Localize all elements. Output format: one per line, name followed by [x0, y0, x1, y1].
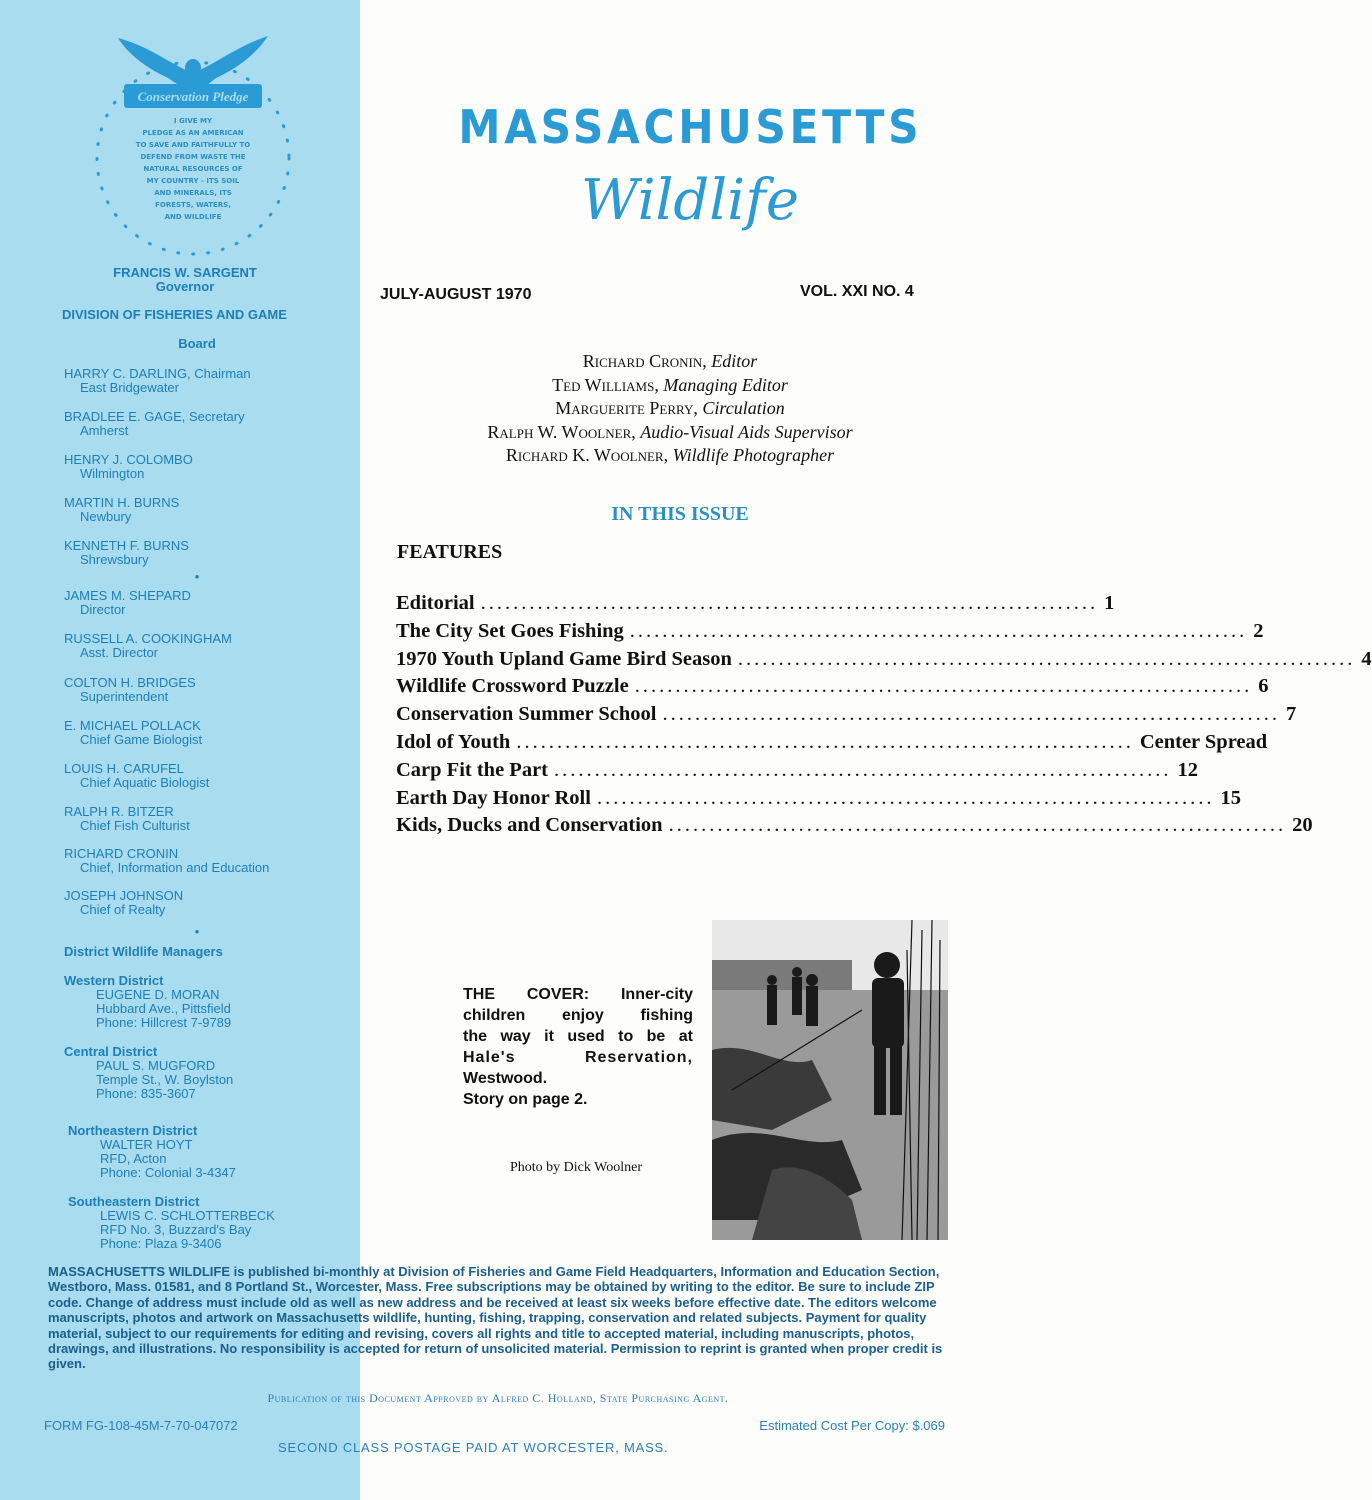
district-manager: PAUL S. MUGFORD [96, 1058, 216, 1073]
toc-entry[interactable] [396, 786, 1241, 815]
member-detail: Asst. Director [80, 645, 159, 660]
issue-date: JULY-AUGUST 1970 [380, 286, 532, 303]
member-detail: Chief Aquatic Biologist [80, 775, 210, 790]
staff-role: Circulation [702, 398, 785, 418]
postage-line: SECOND CLASS POSTAGE PAID AT WORCESTER, MASS. [278, 1440, 669, 1455]
staff-name: Richard K. Woolner [505, 445, 664, 465]
member-name: E. MICHAEL POLLACK [64, 718, 201, 733]
toc-entry[interactable] [396, 592, 1115, 620]
toc-entry[interactable] [396, 619, 1264, 648]
member-detail: Superintendent [80, 689, 169, 704]
district-entry [68, 1124, 236, 1180]
toc-leader: ............................................................................ [596, 786, 1215, 809]
member-detail: East Bridgewater [80, 380, 179, 395]
member-detail: Wilmington [80, 466, 145, 481]
toc-title: Conservation Summer School [396, 703, 657, 726]
district-address: RFD, Acton [100, 1151, 167, 1166]
form-code: FORM FG-108-45M-7-70-047072 [44, 1418, 238, 1433]
caption-line: the way it used to be at [463, 1028, 693, 1045]
toc-title: Editorial [396, 592, 475, 614]
district-phone: Phone: 835-3607 [96, 1086, 196, 1101]
caption-line: Story on page 2. [463, 1091, 588, 1108]
member-detail: Chief of Realty [80, 902, 166, 917]
board-member [64, 453, 193, 481]
toc-leader: ............................................................................ [480, 592, 1099, 614]
toc-leader: ............................................................................ [737, 647, 1356, 670]
toc-entry[interactable] [396, 758, 1198, 787]
staff-line: Ted Williams, Managing Editor [552, 374, 788, 395]
caption-line: Westwood. [463, 1070, 548, 1087]
board-member [64, 589, 191, 617]
district-manager: WALTER HOYT [100, 1137, 193, 1152]
board-member [64, 496, 179, 524]
district-heading: District Wildlife Managers [64, 944, 223, 959]
magazine-title: MASSACHUSETTS [458, 100, 923, 154]
toc-page: 6 [1258, 675, 1269, 698]
district-name: Northeastern District [68, 1123, 198, 1138]
board-member [64, 367, 251, 395]
member-name: RUSSELL A. COOKINGHAM [64, 631, 232, 646]
toc-page: 12 [1177, 758, 1198, 781]
toc-title: Carp Fit the Part [396, 758, 548, 781]
member-detail: Chief, Information and Education [80, 860, 270, 875]
cover-photo [712, 920, 948, 1240]
member-name: JAMES M. SHEPARD [64, 588, 191, 603]
board-heading: Board [178, 336, 216, 351]
toc-page: Center Spread [1139, 730, 1268, 753]
table-of-contents [396, 592, 1372, 842]
contents-heading: IN THIS ISSUE [611, 503, 749, 525]
features-heading: FEATURES [397, 541, 503, 563]
board-member [64, 539, 189, 567]
publication-notice: MASSACHUSETTS WILDLIFE is published bi-monthly at Division of Fisheries and Game Field Headquarters, Information and Education Section, Westboro, Mass. 01581, and 8 Portland St., Worcester, Mass. Free subscriptions may be obtained by writing to the editor. Be sure to include ZIP code. Change of address must include old as well as new address and be received at least six weeks before effective date. The editors welcome manuscripts, photos and artwork on Massachusetts wildlife, hunting, fishing, trapping, conservation and related subjects. Payment for quality material, subject to our requirements for editing and revising, covers all rights and title to accepted material, including manuscripts, photos, drawings, and illustrations. No responsibility is accepted for return of unsolicited material. Permission to reprint is granted when proper credit is given. [48, 1264, 943, 1372]
member-detail: Director [80, 602, 126, 617]
district-phone: Phone: Hillcrest 7-9789 [96, 1015, 232, 1030]
staff-name: Ted Williams [552, 374, 655, 395]
member-name: RICHARD CRONIN [64, 846, 179, 861]
staff-role: Wildlife Photographer [672, 445, 835, 465]
toc-leader: ............................................................................ [668, 814, 1287, 837]
district-manager: LEWIS C. SCHLOTTERBECK [100, 1208, 275, 1223]
toc-page: 15 [1220, 786, 1241, 809]
pledge-line: FORESTS, WATERS, [155, 201, 231, 209]
governor-title: Governor [155, 279, 215, 294]
district-address: Hubbard Ave., Pittsfield [96, 1001, 231, 1016]
staff-line: Richard K. Woolner, Wildlife Photographer [505, 445, 835, 465]
member-name: MARTIN H. BURNS [64, 495, 180, 510]
issue-volume: VOL. XXI NO. 4 [800, 283, 914, 300]
member-name: RALPH R. BITZER [64, 804, 174, 819]
caption-line: THE COVER: Inner-city [463, 986, 693, 1003]
toc-title: Kids, Ducks and Conservation [396, 814, 663, 837]
board-member [64, 889, 183, 917]
member-name: LOUIS H. CARUFEL [64, 761, 184, 776]
staff-role: Editor [711, 351, 758, 371]
board-member [64, 762, 209, 790]
governor-block [60, 266, 310, 294]
staff-list [380, 350, 960, 468]
pledge-emblem [88, 28, 298, 260]
toc-entry[interactable] [396, 814, 1313, 842]
board-member [64, 410, 245, 438]
toc-entry[interactable] [396, 703, 1297, 731]
separator-bullet: • [194, 924, 200, 939]
toc-leader: ............................................................................ [516, 730, 1134, 753]
staff-line: Marguerite Perry, Circulation [555, 398, 785, 418]
staff-name: Marguerite Perry [555, 398, 694, 418]
district-phone: Phone: Plaza 9-3406 [100, 1236, 222, 1251]
board-member [64, 719, 202, 747]
toc-page: 7 [1285, 703, 1297, 726]
toc-leader: ............................................................................ [554, 758, 1172, 781]
staff-line: Ralph W. Woolner, Audio-Visual Aids Supervisor [487, 421, 853, 442]
magazine-subtitle: Wildlife [581, 168, 799, 233]
staff-line: Richard Cronin, Editor [582, 351, 758, 371]
toc-title: Earth Day Honor Roll [396, 786, 591, 809]
toc-title: Wildlife Crossword Puzzle [396, 675, 629, 698]
district-manager: EUGENE D. MORAN [96, 987, 220, 1002]
toc-page: 2 [1253, 619, 1264, 642]
pledge-line: AND MINERALS, ITS [154, 189, 232, 197]
pledge-line: I GIVE MY [173, 117, 213, 125]
member-name: KENNETH F. BURNS [64, 538, 189, 553]
member-detail: Chief Fish Culturist [80, 818, 190, 833]
toc-title: The City Set Goes Fishing [396, 619, 624, 642]
district-name: Western District [64, 973, 164, 988]
staff-role: Audio-Visual Aids Supervisor [640, 421, 853, 442]
member-name: HARRY C. DARLING, Chairman [64, 366, 251, 381]
district-entry [64, 1045, 233, 1101]
member-name: COLTON H. BRIDGES [64, 675, 196, 690]
toc-leader: ............................................................................ [629, 619, 1248, 642]
pledge-line: MY COUNTRY - ITS SOIL [146, 177, 240, 185]
member-detail: Amherst [80, 423, 129, 438]
caption-line: children enjoy fishing [463, 1007, 693, 1024]
toc-title: Idol of Youth [396, 730, 511, 753]
photo-credit: Photo by Dick Woolner [510, 1160, 642, 1175]
toc-leader: ............................................................................ [634, 675, 1253, 698]
staff-role: Managing Editor [663, 374, 788, 395]
approval-line: Publication of this Document Approved by Alfred C. Holland, State Purchasing Agent. [267, 1391, 729, 1405]
pledge-line: PLEDGE AS AN AMERICAN [142, 129, 244, 137]
member-detail: Chief Game Biologist [80, 732, 203, 747]
board-member [64, 632, 232, 660]
toc-title: 1970 Youth Upland Game Bird Season [396, 647, 732, 670]
district-phone: Phone: Colonial 3-4347 [100, 1165, 236, 1180]
district-address: Temple St., W. Boylston [96, 1072, 234, 1087]
member-detail: Shrewsbury [80, 552, 149, 567]
district-entry [64, 974, 231, 1030]
caption-line: Hale's Reservation, [463, 1049, 693, 1066]
board-member [64, 805, 190, 833]
member-detail: Newbury [80, 509, 132, 524]
pledge-line: AND WILDLIFE [164, 213, 222, 221]
pledge-line: NATURAL RESOURCES OF [143, 165, 243, 173]
pledge-banner: Conservation Pledge [137, 89, 249, 104]
separator-bullet: • [194, 569, 200, 584]
cover-caption [463, 984, 693, 1110]
cost-per-copy: Estimated Cost Per Copy: $.069 [759, 1418, 945, 1433]
division-name: DIVISION OF FISHERIES AND GAME [62, 307, 287, 322]
pledge-line: DEFEND FROM WASTE THE [140, 153, 246, 161]
district-name: Central District [64, 1044, 158, 1059]
board-member [64, 676, 196, 704]
district-name: Southeastern District [68, 1194, 200, 1209]
governor-name: FRANCIS W. SARGENT [113, 265, 257, 280]
toc-leader: ............................................................................ [662, 703, 1280, 726]
member-name: JOSEPH JOHNSON [64, 888, 184, 903]
staff-name: Ralph W. Woolner [487, 421, 632, 442]
toc-entry[interactable] [396, 647, 1372, 676]
district-address: RFD No. 3, Buzzard's Bay [100, 1222, 252, 1237]
member-name: BRADLEE E. GAGE, Secretary [64, 409, 245, 424]
toc-entry[interactable] [396, 675, 1269, 703]
toc-page: 4 [1361, 647, 1372, 670]
board-member [64, 847, 269, 875]
pledge-line: TO SAVE AND FAITHFULLY TO [135, 141, 251, 149]
district-entry [68, 1195, 275, 1251]
staff-name: Richard Cronin [582, 351, 703, 371]
toc-page: 20 [1292, 814, 1313, 837]
member-name: HENRY J. COLOMBO [64, 452, 193, 467]
toc-page: 1 [1104, 592, 1115, 614]
toc-entry[interactable] [396, 730, 1268, 759]
